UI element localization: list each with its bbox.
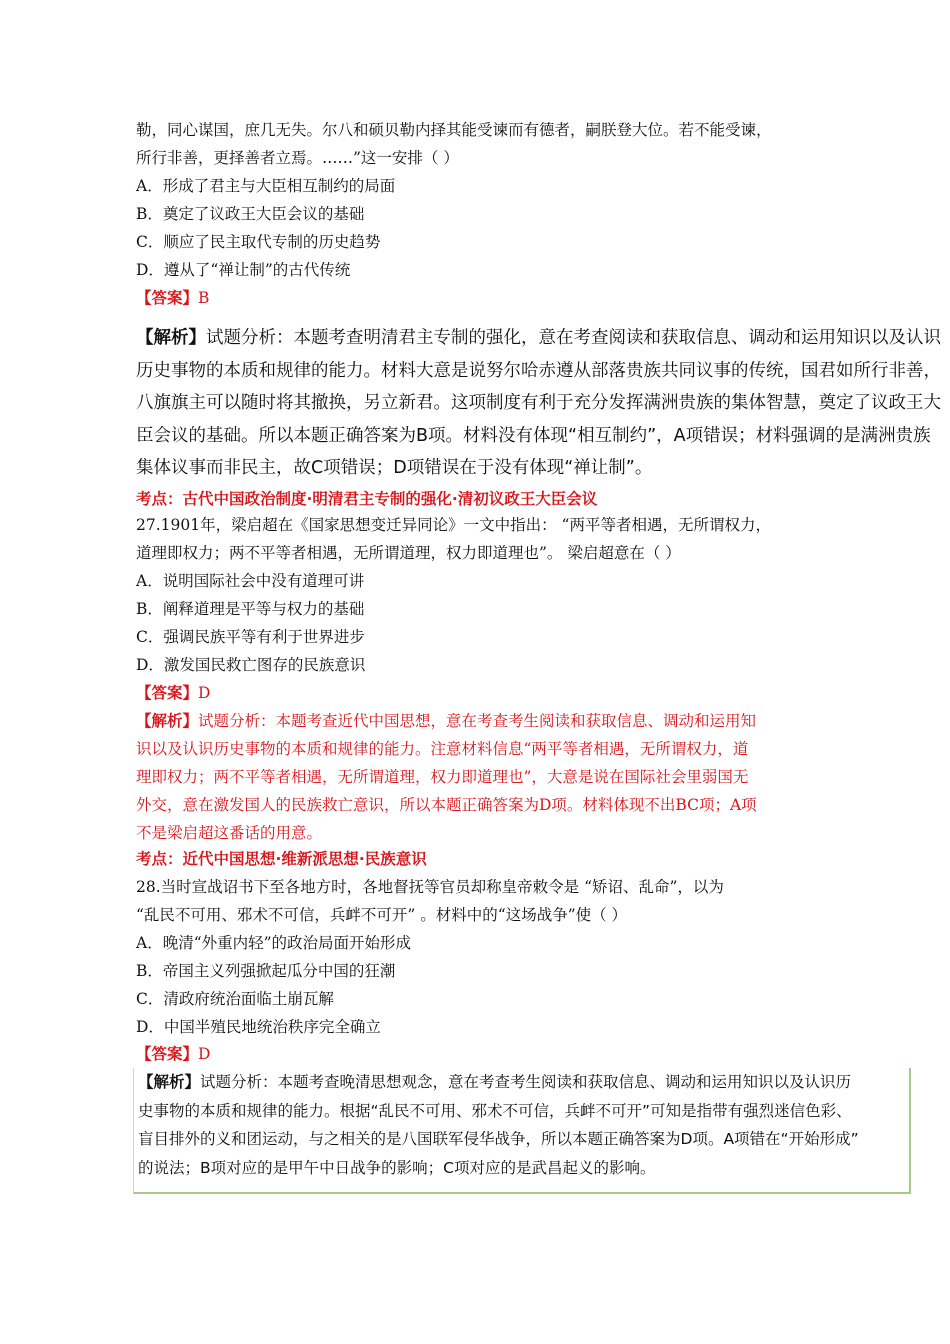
q27-analysis-line-3: 理即权力；两不平等者相遇，无所谓道理，权力即道理也”，大意是说在国际社会里弱国无 xyxy=(136,768,749,786)
q27-option-b: B．阐释道理是平等与权力的基础 xyxy=(136,600,365,618)
q27-analysis xyxy=(136,707,836,847)
q27-analysis-tag: 【解析】 xyxy=(136,711,199,730)
q28-stem-line-2: “乱民不可用、邪术不可信，兵衅不可开” 。材料中的“这场战争”使（ ） xyxy=(136,906,628,924)
q26-analysis-tag: 【解析】 xyxy=(136,328,206,348)
q26-analysis-line-4: 臣会议的基础。所以本题正确答案为B项。材料没有体现“相互制约”，A项错误；材料强调的是满洲贵族 xyxy=(136,425,931,446)
q26-kaodian: 考点：古代中国政治制度·明清君主专制的强化·清初议政王大臣会议 xyxy=(136,490,598,508)
q27-answer xyxy=(136,679,210,707)
q27-analysis-line-2: 识以及认识历史事物的本质和规律的能力。注意材料信息“两平等者相遇，无所谓权力，道 xyxy=(136,740,749,758)
q27-stem-line-2: 道理即权力；两不平等者相遇，无所谓道理，权力即道理也”。 梁启超意在（ ） xyxy=(136,544,681,562)
q28-analysis-line-1: 【解析】试题分析：本题考查晚清思想观念，意在考查考生阅读和获取信息、调动和运用知识以及认识历 xyxy=(138,1073,852,1091)
q28-answer-value: D xyxy=(198,1045,211,1063)
q28-option-d: D．中国半殖民地统治秩序完全确立 xyxy=(136,1018,381,1036)
q27-answer-value: D xyxy=(198,684,211,702)
q28-option-a: A．晚清“外重内轻”的政治局面开始形成 xyxy=(136,934,412,952)
q26-analysis-line-5: 集体议事而非民主，故C项错误；D项错误在于没有体现“禅让制”。 xyxy=(136,458,653,478)
q26-analysis-line-2: 历史事物的本质和规律的能力。材料大意是说努尔哈赤遵从部落贵族共同议事的传统，国君如所行非善， xyxy=(136,360,941,381)
q28-option-c: C．清政府统治面临土崩瓦解 xyxy=(136,990,334,1008)
q26-option-b: B．奠定了议政王大臣会议的基础 xyxy=(136,205,365,223)
q28-analysis-tag: 【解析】 xyxy=(138,1073,201,1091)
q28-analysis-line-3: 盲目排外的义和团运动，与之相关的是八国联军侵华战争，所以本题正确答案为D项。A项错在“开始形成” xyxy=(138,1130,859,1148)
q28-answer xyxy=(136,1040,210,1068)
q28-option-b: B．帝国主义列强掀起瓜分中国的狂潮 xyxy=(136,962,396,980)
q26-analysis-line-1: 【解析】试题分析：本题考查明清君主专制的强化，意在考查阅读和获取信息、调动和运用知识以及认识 xyxy=(136,328,941,348)
q26-option-c: C．顺应了民主取代专制的历史趋势 xyxy=(136,233,381,251)
q27-analysis-line-5: 不是梁启超这番话的用意。 xyxy=(136,824,323,842)
q26-stem-line-1: 勒，同心谋国，庶几无失。尔八和硕贝勒内择其能受谏而有德者，嗣朕登大位。若不能受谏， xyxy=(136,121,772,139)
q28-answer-tag: 【答案】 xyxy=(136,1044,199,1063)
q27-answer-tag: 【答案】 xyxy=(136,683,199,702)
q27-analysis-line-1: 【解析】试题分析：本题考查近代中国思想，意在考查考生阅读和获取信息、调动和运用知 xyxy=(136,711,757,730)
q27-option-a: A．说明国际社会中没有道理可讲 xyxy=(136,572,365,590)
q27-option-d: D．激发国民救亡图存的民族意识 xyxy=(136,656,366,674)
q26-option-d: D．遵从了“禅让制”的古代传统 xyxy=(136,261,351,279)
q27-kaodian: 考点：近代中国思想·维新派思想·民族意识 xyxy=(136,850,427,868)
q28-analysis-line-4: 的说法；B项对应的是甲午中日战争的影响；C项对应的是武昌起义的影响。 xyxy=(138,1158,656,1177)
q27-option-c: C．强调民族平等有利于世界进步 xyxy=(136,628,365,646)
q26-answer-tag: 【答案】 xyxy=(136,288,199,307)
q26-option-a: A．形成了君主与大臣相互制约的局面 xyxy=(136,177,396,195)
q27-analysis-line-4: 外交，意在激发国人的民族救亡意识，所以本题正确答案为D项。材料体现不出BC项；A项 xyxy=(136,796,757,814)
q26-answer xyxy=(136,284,209,312)
q26-stem-line-2: 所行非善，更择善者立焉。……”这一安排（ ） xyxy=(136,149,459,167)
q28-stem-line-1: 28.当时宣战诏书下至各地方时，各地督抚等官员却称皇帝敕令是 “矫诏、乱命”，以为 xyxy=(136,878,724,896)
q27-stem-line-1: 27.1901年，梁启超在《国家思想变迁异同论》一文中指出： “两平等者相遇，无所谓权力， xyxy=(136,516,771,534)
q28-analysis-box xyxy=(133,1068,911,1194)
q26-analysis-line-3: 八旗旗主可以随时将其撤换，另立新君。这项制度有利于充分发挥满洲贵族的集体智慧，奠定了议政王大 xyxy=(136,393,941,413)
q26-analysis xyxy=(136,322,941,485)
q28-analysis-line-2: 史事物的本质和规律的能力。根据“乱民不可用、邪术不可信，兵衅不可开”可知是指带有强烈迷信色彩、 xyxy=(138,1101,852,1120)
q26-answer-value: B xyxy=(198,289,210,307)
